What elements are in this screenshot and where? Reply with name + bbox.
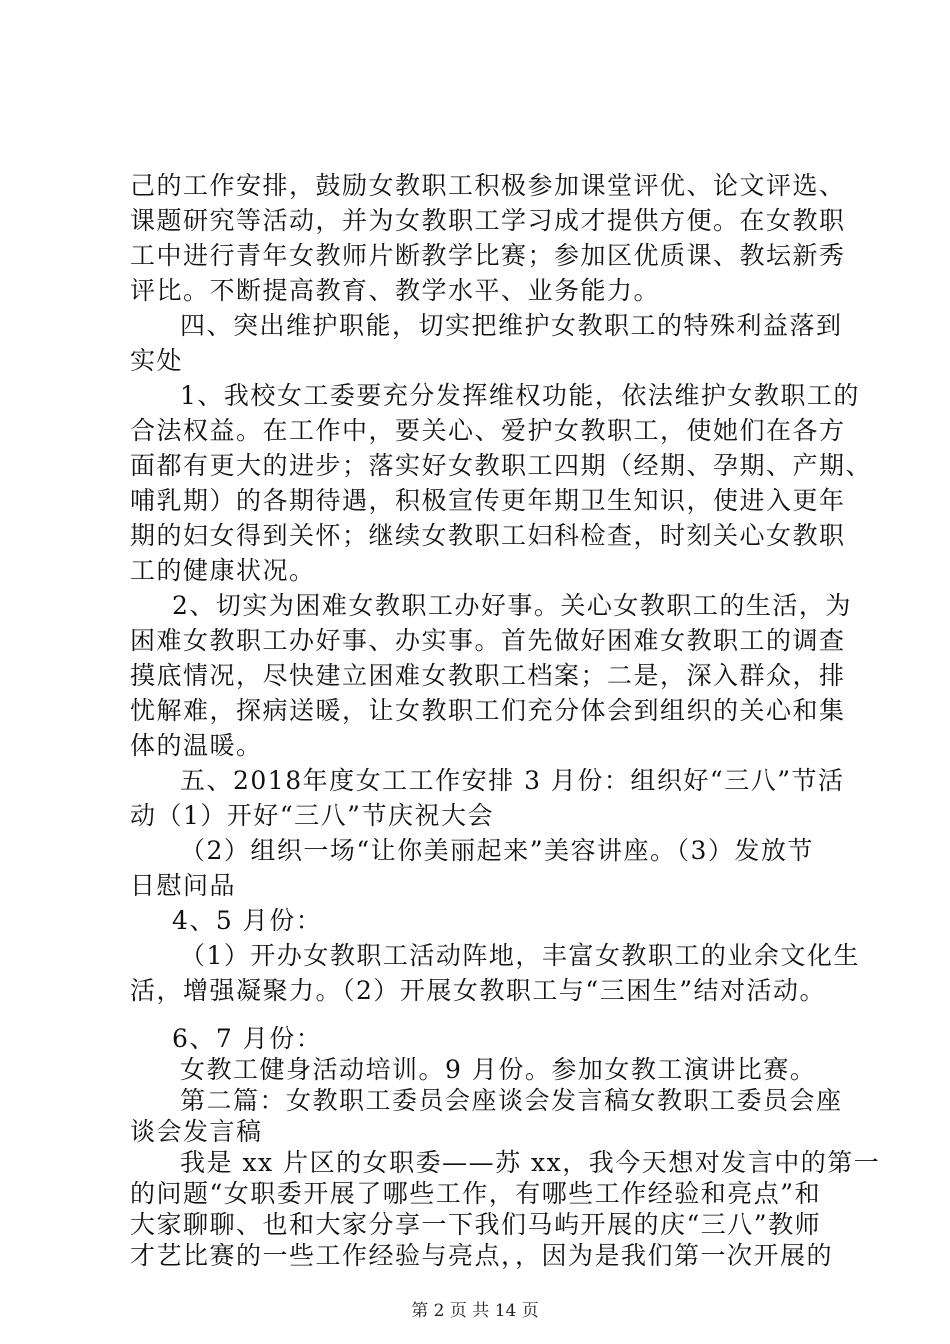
section-heading: 第二篇：女教职工委员会座谈会发言稿女教职工委员会座 [180, 1086, 843, 1115]
text-line: 评比。不断提高教育、教学水平、业务能力。 [130, 276, 661, 305]
text-line: 困难女教职工办好事、办实事。首先做好困难女教职工的调查 [130, 626, 846, 655]
text-line: 4、5 月份： [172, 906, 323, 935]
text-line: 我是 xx 片区的女职委——苏 xx，我今天想对发言中的第一 [180, 1148, 881, 1177]
text-line: 忧解难，探病送暖，让女教职工们充分体会到组织的关心和集 [130, 696, 846, 725]
text-line: 合法权益。在工作中，要关心、爱护女教职工，使她们在各方 [130, 416, 846, 445]
text-line: 6、7 月份： [172, 1024, 323, 1053]
text-line: 谈会发言稿 [130, 1117, 263, 1146]
text-line: 摸底情况，尽快建立困难女教职工档案；二是，深入群众，排 [130, 661, 846, 690]
text-line: 女教工健身活动培训。9 月份。参加女教工演讲比赛。 [180, 1055, 817, 1084]
text-line: 2、切实为困难女教职工办好事。关心女教职工的生活，为 [172, 591, 852, 620]
text-line: （2）组织一场“让你美丽起来”美容讲座。（3）发放节 [180, 836, 814, 865]
text-line: 面都有更大的进步；落实好女教职工四期（经期、孕期、产期、 [130, 451, 873, 480]
text-line: 才艺比赛的一些工作经验与亮点，，因为是我们第一次开展的 [130, 1241, 834, 1270]
text-line: 的问题“女职委开展了哪些工作，有哪些工作经验和亮点”和 [130, 1179, 822, 1208]
text-line: 期的妇女得到关怀；继续女教职工妇科检查，时刻关心女教职 [130, 521, 846, 550]
text-line: 课题研究等活动，并为女教职工学习成才提供方便。在女教职 [130, 206, 846, 235]
text-line: 日慰问品 [130, 871, 237, 900]
text-line: 己的工作安排，鼓励女教职工积极参加课堂评优、论文评选、 [130, 171, 846, 200]
text-line: 动（1）开好“三八”节庆祝大会 [130, 801, 494, 830]
page-number: 第 2 页 共 14 页 [411, 1301, 539, 1321]
text-line: 工中进行青年女教师片断教学比赛；参加区优质课、教坛新秀 [130, 241, 846, 270]
text-line: 1、我校女工委要充分发挥维权功能，依法维护女教职工的 [180, 381, 860, 410]
section-heading: 四、突出维护职能，切实把维护女教职工的特殊利益落到 [180, 311, 843, 340]
text-line: 体的温暖。 [130, 731, 263, 760]
section-heading: 五、2018年度女工工作安排 3 月份：组织好“三八”节活 [180, 766, 845, 795]
text-line: 哺乳期）的各期待遇，积极宣传更年期卫生知识，使进入更年 [130, 486, 846, 515]
text-line: 实处 [130, 346, 184, 375]
text-line: （1）开办女教职工活动阵地，丰富女教职工的业余文化生 [180, 941, 860, 970]
text-line: 大家聊聊、也和大家分享一下我们马屿开展的庆“三八”教师 [130, 1210, 822, 1239]
text-line: 活，增强凝聚力。（2）开展女教职工与“三困生”结对活动。 [130, 976, 826, 1005]
text-line: 工的健康状况。 [130, 556, 316, 585]
